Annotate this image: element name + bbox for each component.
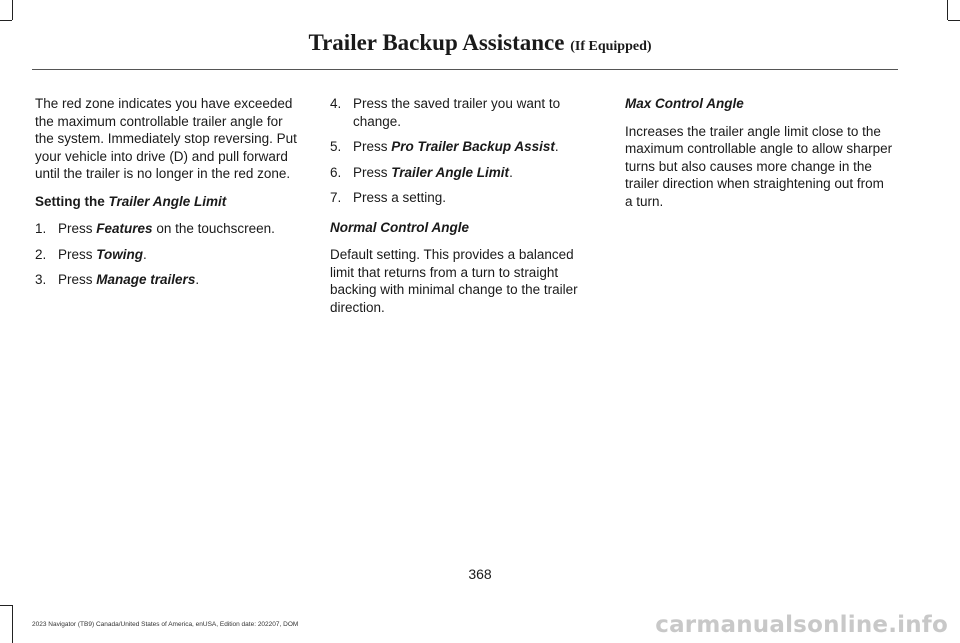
step-term: Pro Trailer Backup Assist (391, 139, 555, 154)
setting-heading (35, 193, 301, 211)
footer-edition-info: 2023 Navigator (TB9) Canada/United States of America, enUSA, Edition date: 202207, DOM (32, 621, 299, 628)
step-number: 4. (330, 96, 342, 111)
list-item (330, 95, 596, 130)
step-pre: Press (58, 246, 93, 262)
normal-control-angle-text: Default setting. This provides a balanced limit that returns from a turn to straight backing with minimal change to the trailer direction. (330, 247, 578, 315)
step-number: 3. (35, 272, 47, 287)
step-term: Towing (96, 246, 144, 262)
step-post: . (554, 139, 559, 154)
step-pre: Press (353, 164, 388, 180)
crop-mark-top-right-h (948, 20, 960, 21)
steps-list-2 (330, 95, 596, 207)
step-text (58, 271, 301, 289)
step-pre: Press (353, 139, 388, 154)
crop-mark-top-right-v (947, 0, 948, 20)
step-text: Press the saved trailer you want to change. (353, 96, 561, 129)
page-title-main: Trailer Backup Assistance (308, 30, 565, 55)
normal-control-angle-heading: Normal Control Angle (330, 219, 470, 235)
step-post: . (195, 272, 200, 287)
watermark: carmanualsonline.info (655, 612, 948, 638)
list-item (330, 189, 596, 207)
list-item (35, 220, 301, 238)
step-term: Manage trailers (96, 272, 196, 287)
step-post: . (509, 164, 513, 180)
list-item (35, 246, 301, 264)
step-text (58, 246, 301, 264)
page-title-suffix: (If Equipped) (570, 39, 652, 54)
step-term: Features (96, 221, 153, 236)
step-pre: Press (58, 272, 93, 287)
step-text: Press a setting. (353, 190, 447, 205)
step-pre: Press (58, 221, 93, 236)
step-text (353, 138, 596, 156)
header-divider (32, 69, 898, 70)
crop-mark-bottom-left-v (12, 605, 13, 643)
step-number: 5. (330, 139, 342, 154)
step-number: 2. (35, 246, 47, 262)
page-number: 368 (468, 566, 492, 582)
intro-paragraph: The red zone indicates you have exceeded the maximum controllable trailer angle for the system. Immediately stop reversing. Put your vehicle into drive (D) and pull forward until the trailer is no longer in the red zone. (35, 96, 297, 181)
step-number: 6. (330, 164, 342, 180)
step-number: 7. (330, 190, 342, 205)
max-control-angle-text: Increases the trailer angle limit close to the maximum controllable angle to allow sharper turns but also causes more change in the trailer direction when straightening out from a turn. (625, 123, 893, 209)
crop-mark-bottom-left-h (0, 605, 12, 606)
column-middle (330, 95, 596, 326)
crop-mark-top-left-v (12, 0, 13, 20)
step-post: . (143, 246, 147, 262)
setting-heading-term: Trailer Angle Limit (108, 193, 227, 209)
list-item (35, 271, 301, 289)
step-post: on the touchscreen. (156, 221, 275, 236)
column-left (35, 95, 301, 297)
step-number: 1. (35, 221, 47, 236)
column-right (625, 95, 895, 220)
page-title (0, 30, 960, 56)
setting-heading-prefix: Setting the (35, 193, 105, 209)
step-text (58, 220, 301, 238)
steps-list-1 (35, 220, 301, 289)
crop-mark-top-left-h (0, 20, 12, 21)
list-item (330, 138, 596, 156)
step-text (353, 164, 596, 182)
step-term: Trailer Angle Limit (391, 164, 510, 180)
max-control-angle-heading: Max Control Angle (625, 96, 744, 111)
list-item (330, 164, 596, 182)
